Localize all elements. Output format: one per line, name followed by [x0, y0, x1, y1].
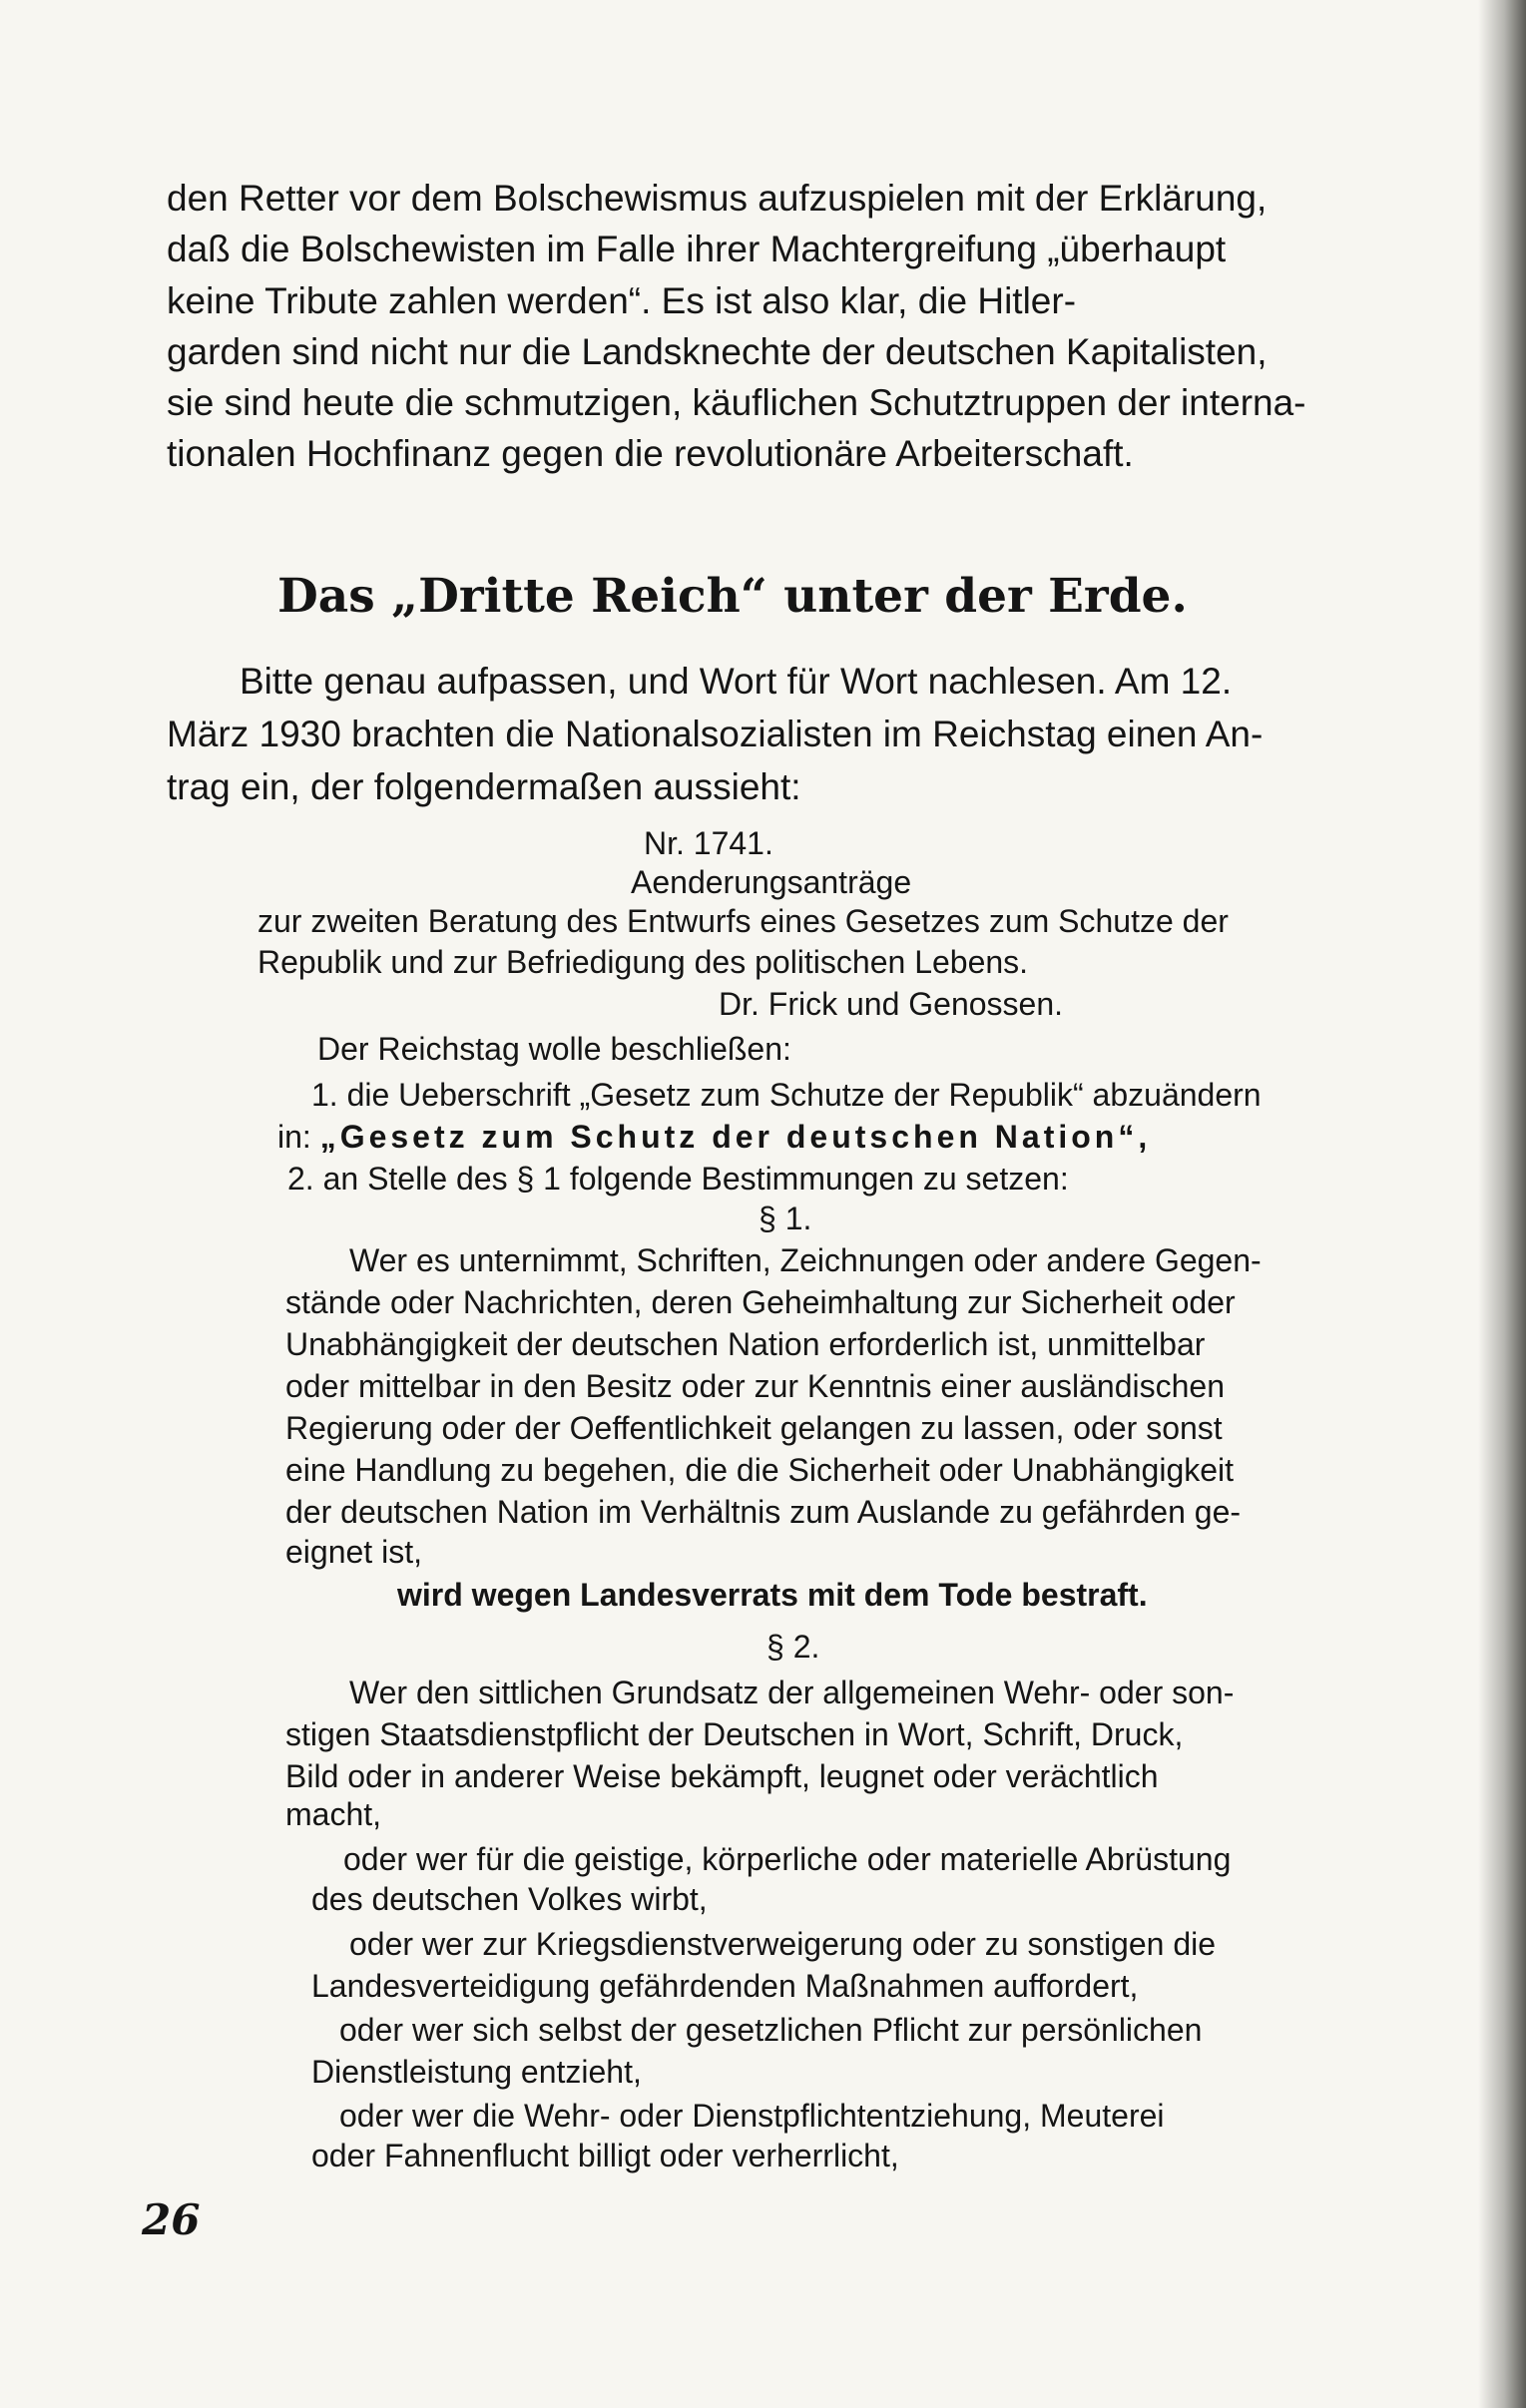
lead-line: Bitte genau aufpassen, und Wort für Wort nachlesen. Am 12.: [240, 661, 1233, 702]
intro-line: daß die Bolschewisten im Falle ihrer Machtergreifung „überhaupt: [167, 229, 1227, 269]
section-heading: Das „Dritte Reich“ unter der Erde.: [277, 569, 1188, 624]
section-2-line: oder wer zur Kriegsdienstverweigerung oder zu sonstigen die: [349, 1926, 1217, 1962]
section-1-line: Unabhängigkeit der deutschen Nation erforderlich ist, unmittelbar: [285, 1326, 1206, 1362]
item-1-prefix: in:: [277, 1119, 320, 1155]
intro-line: tionalen Hochfinanz gegen die revolutionäre Arbeiterschaft.: [167, 433, 1134, 474]
page-number: 26: [142, 2195, 201, 2244]
document-subject-line: zur zweiten Beratung des Entwurfs eines Gesetzes zum Schutze der: [257, 903, 1229, 939]
resolve-line: Der Reichstag wolle beschließen:: [317, 1031, 791, 1067]
section-1-penalty: wird wegen Landesverrats mit dem Tode bestraft.: [397, 1577, 1148, 1613]
section-1-line: eignet ist,: [285, 1534, 422, 1570]
section-2-line: oder wer die Wehr- oder Dienstpflichtentziehung, Meuterei: [339, 2098, 1165, 2134]
lead-line: März 1930 brachten die Nationalsozialisten im Reichstag einen An-: [167, 714, 1264, 754]
section-2-line: macht,: [285, 1796, 382, 1832]
item-2-line: 2. an Stelle des § 1 folgende Bestimmungen zu setzen:: [287, 1161, 1069, 1197]
section-2-line: oder Fahnenflucht billigt oder verherrlicht,: [311, 2138, 899, 2173]
section-1-line: Wer es unternimmt, Schriften, Zeichnungen oder andere Gegen-: [349, 1242, 1262, 1278]
section-1-line: der deutschen Nation im Verhältnis zum Auslande zu gefährden ge-: [285, 1494, 1242, 1530]
document-authors: Dr. Frick und Genossen.: [719, 986, 1064, 1022]
intro-line: sie sind heute die schmutzigen, käuflichen Schutztruppen der interna-: [167, 382, 1306, 423]
item-1-line: 1. die Ueberschrift „Gesetz zum Schutze der Republik“ abzuändern: [311, 1077, 1262, 1113]
intro-line: garden sind nicht nur die Landsknechte der deutschen Kapitalisten,: [167, 331, 1268, 372]
section-2-line: stigen Staatsdienstpflicht der Deutschen in Wort, Schrift, Druck,: [285, 1716, 1184, 1752]
section-2-line: Dienstleistung entzieht,: [311, 2054, 642, 2090]
document-number: Nr. 1741.: [644, 825, 773, 861]
section-1-line: eine Handlung zu begehen, die die Sicherheit oder Unabhängigkeit: [285, 1452, 1235, 1488]
document-subject-line: Republik und zur Befriedigung des politischen Lebens.: [257, 944, 1029, 980]
item-1-title: „Gesetz zum Schutz der deutschen Nation“,: [319, 1119, 1152, 1155]
section-1-label: § 1.: [759, 1201, 812, 1236]
section-1-line: stände oder Nachrichten, deren Geheimhaltung zur Sicherheit oder: [285, 1284, 1236, 1320]
section-2-line: Landesverteidigung gefährdenden Maßnahmen auffordert,: [311, 1968, 1139, 2004]
document-title: Aenderungsanträge: [631, 864, 912, 900]
section-2-line: des deutschen Volkes wirbt,: [311, 1881, 708, 1917]
section-2-line: oder wer sich selbst der gesetzlichen Pflicht zur persönlichen: [339, 2012, 1203, 2048]
section-2-line: Bild oder in anderer Weise bekämpft, leugnet oder verächtlich: [285, 1758, 1159, 1794]
intro-line: den Retter vor dem Bolschewismus aufzuspielen mit der Erklärung,: [167, 178, 1268, 219]
intro-line: keine Tribute zahlen werden“. Es ist also klar, die Hitler-: [167, 280, 1077, 321]
section-2-label: § 2.: [766, 1629, 820, 1665]
page-edge-shadow: [1478, 0, 1526, 2408]
section-2-line: oder wer für die geistige, körperliche oder materielle Abrüstung: [343, 1841, 1232, 1877]
item-1-new-title: [277, 1119, 1151, 1156]
section-2-line: Wer den sittlichen Grundsatz der allgemeinen Wehr- oder son-: [349, 1675, 1235, 1710]
section-1-line: oder mittelbar in den Besitz oder zur Kenntnis einer ausländischen: [285, 1368, 1225, 1404]
lead-line: trag ein, der folgendermaßen aussieht:: [167, 766, 801, 807]
section-1-line: Regierung oder der Oeffentlichkeit gelangen zu lassen, oder sonst: [285, 1410, 1223, 1446]
